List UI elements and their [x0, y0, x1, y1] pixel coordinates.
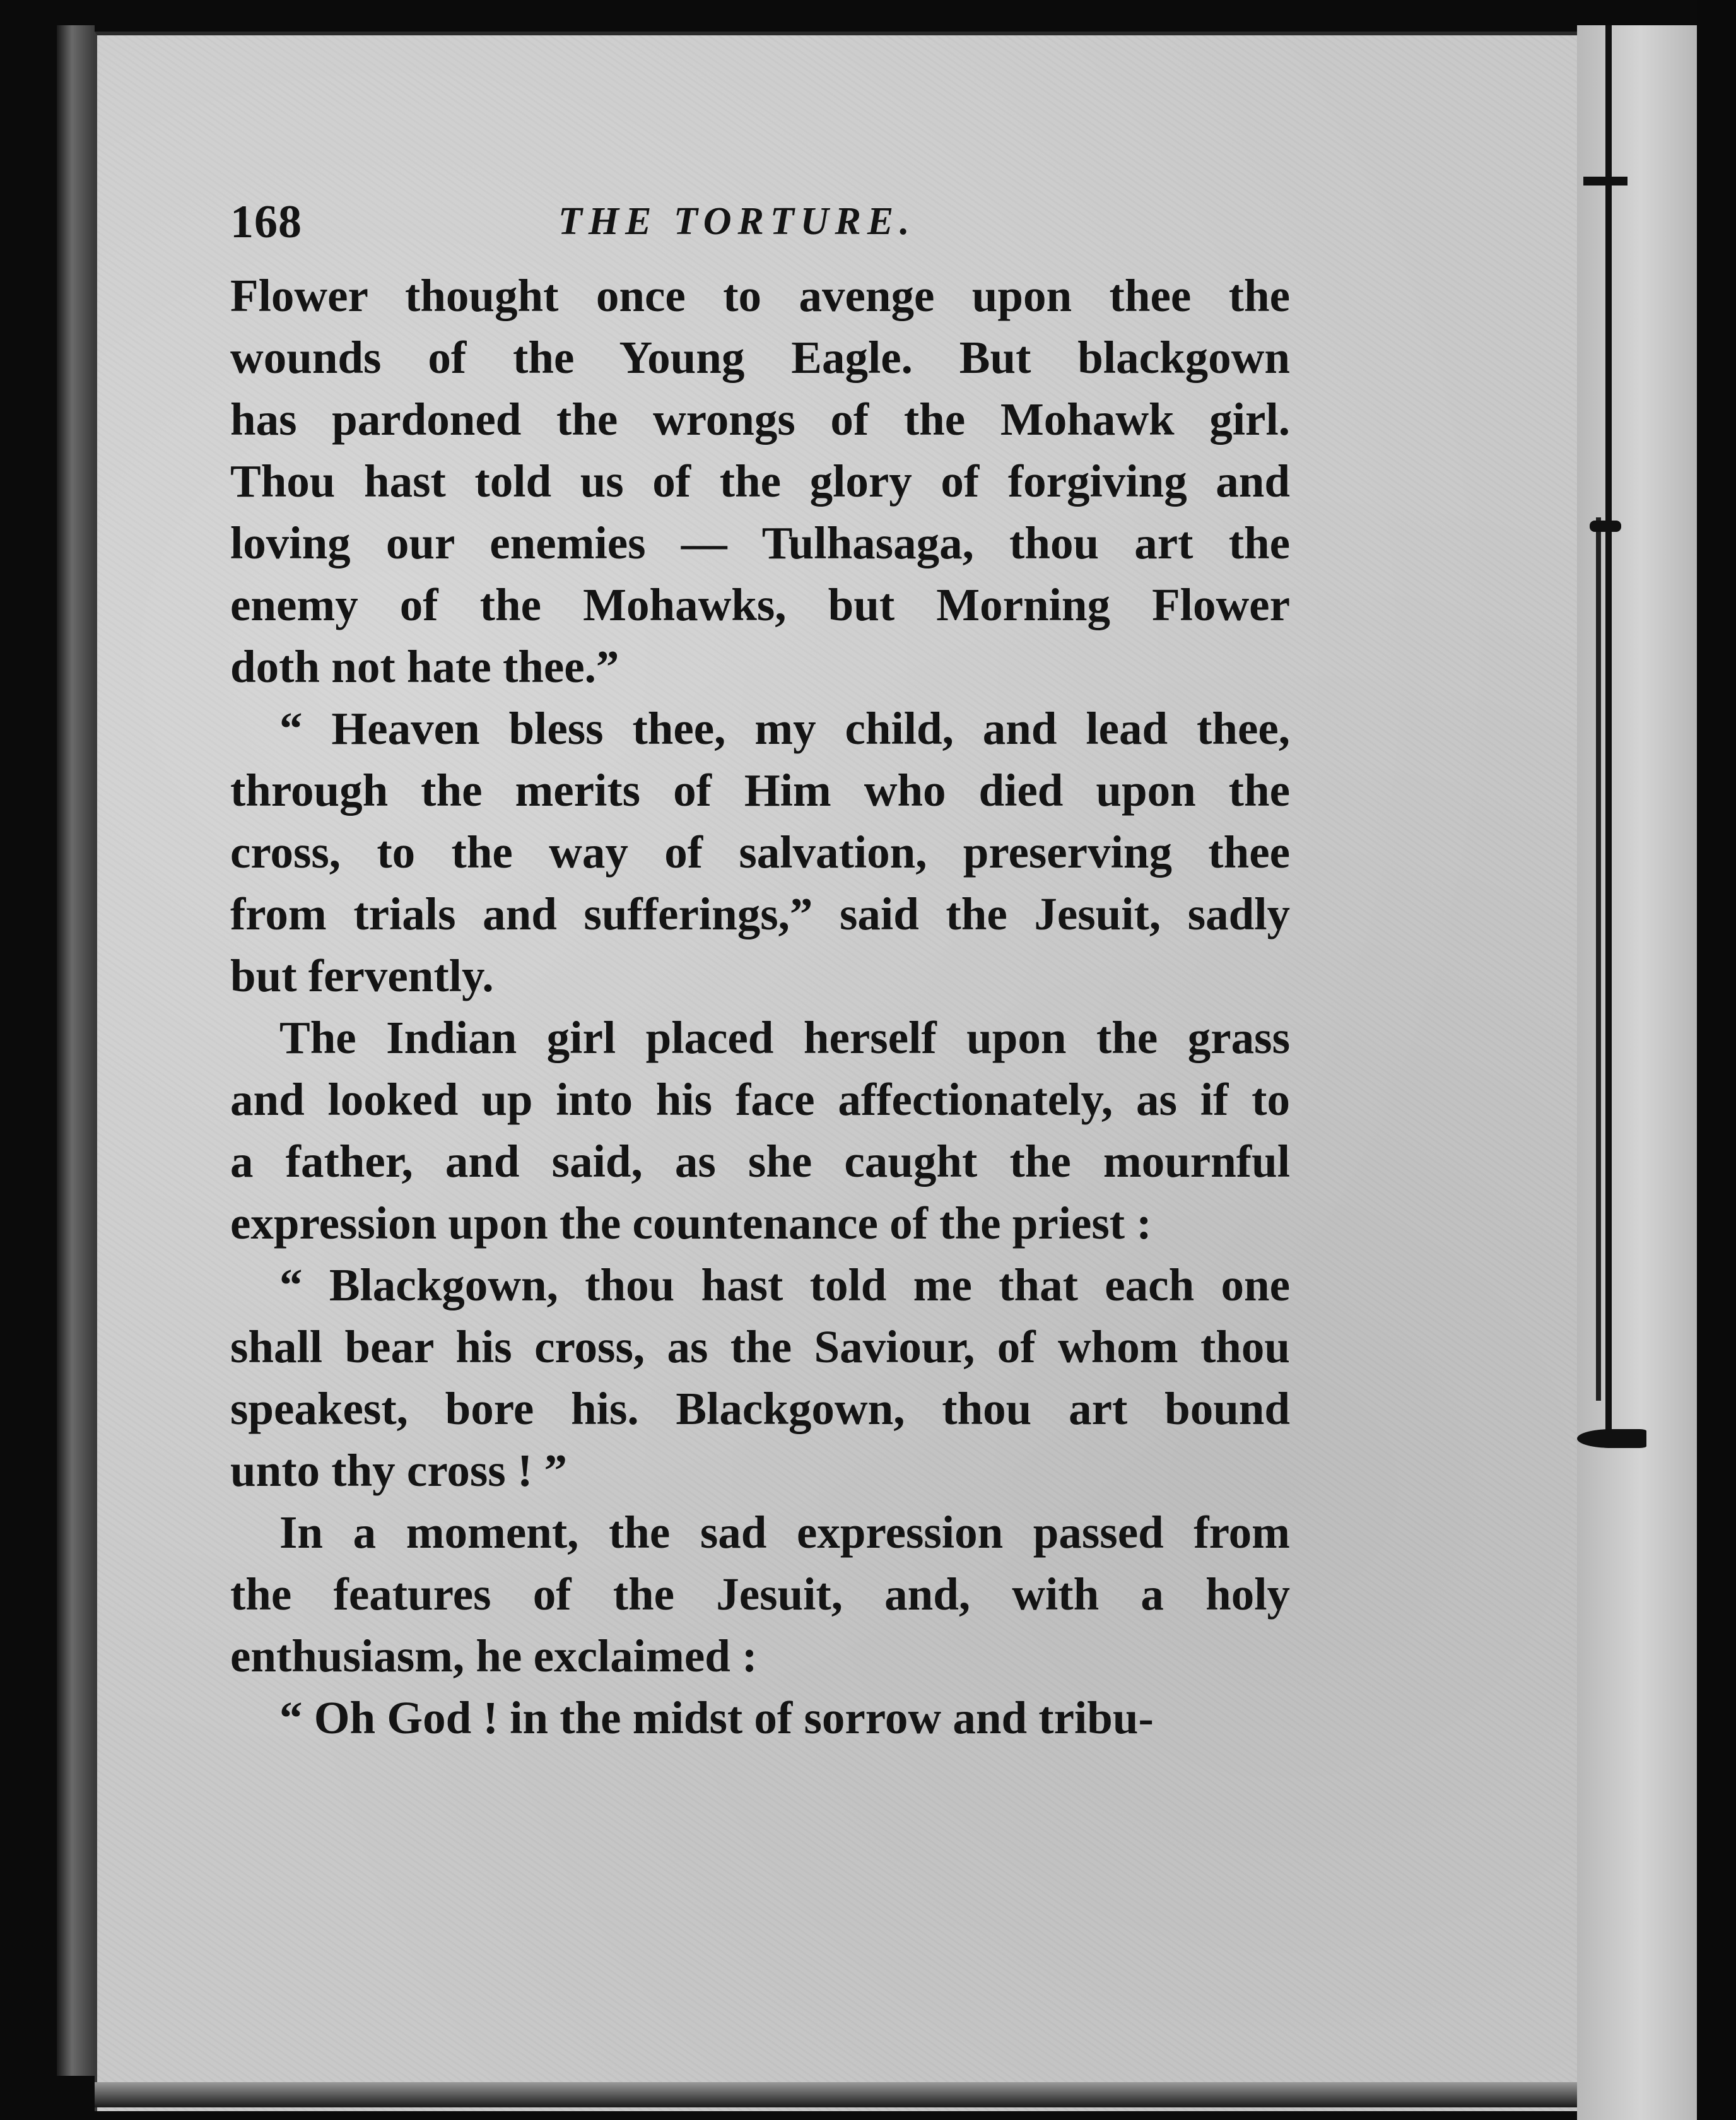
scan-right-border	[1697, 0, 1736, 2120]
text-line: the features of the Jesuit, and, with a holy	[230, 1569, 1290, 1620]
text-line: and looked up into his face affectionately, as if to	[230, 1074, 1290, 1125]
running-head	[230, 196, 1290, 265]
text-line: enemy of the Mohawks, but Morning Flower	[230, 579, 1290, 630]
text-line: speakest, bore his. Blackgown, thou art bound	[230, 1383, 1290, 1434]
page-content	[230, 196, 1290, 1749]
text-line: from trials and sufferings,” said the Jesuit, sadly	[230, 888, 1290, 939]
paragraph	[230, 265, 1290, 698]
page-number: 168	[230, 196, 302, 248]
paragraph	[230, 698, 1290, 1007]
book-left-edge	[57, 25, 95, 2076]
binding-thread-line-inner	[1596, 517, 1601, 1401]
text-line: expression upon the countenance of the priest :	[230, 1198, 1152, 1249]
text-line: In a moment, the sad expression passed from	[279, 1507, 1290, 1558]
text-line: “ Heaven bless thee, my child, and lead thee,	[279, 703, 1290, 754]
paragraph	[230, 1007, 1290, 1254]
paragraph	[230, 1254, 1290, 1502]
page-bottom-shadow	[95, 2082, 1577, 2107]
binding-stitch-mark	[1590, 521, 1621, 532]
text-line: enthusiasm, he exclaimed :	[230, 1630, 758, 1681]
text-line: The Indian girl placed herself upon the grass	[279, 1012, 1290, 1063]
text-line: wounds of the Young Eagle. But blackgown	[230, 332, 1290, 383]
text-line: cross, to the way of salvation, preserving thee	[230, 827, 1290, 878]
text-line: a father, and said, as she caught the mournful	[230, 1136, 1290, 1187]
paragraph	[230, 1502, 1290, 1687]
paragraph	[230, 1687, 1290, 1749]
binding-stitch-mark	[1577, 1429, 1646, 1448]
text-line: Flower thought once to avenge upon thee the	[230, 270, 1290, 321]
text-line: “ Blackgown, thou hast told me that each one	[279, 1259, 1290, 1310]
running-title: THE TORTURE.	[558, 200, 916, 243]
text-line: loving our enemies — Tulhasaga, thou art the	[230, 517, 1290, 568]
body-text	[230, 265, 1290, 1749]
binding-stitch-mark	[1583, 177, 1628, 186]
binding-thread-line	[1605, 25, 1612, 1439]
text-line: has pardoned the wrongs of the Mohawk girl.	[230, 394, 1290, 445]
text-line: but fervently.	[230, 950, 494, 1001]
text-line: doth not hate thee.”	[230, 641, 619, 692]
text-line: unto thy cross ! ”	[230, 1445, 568, 1496]
text-line: “ Oh God ! in the midst of sorrow and tribu-	[279, 1692, 1154, 1743]
text-line: through the merits of Him who died upon the	[230, 765, 1290, 816]
text-line: shall bear his cross, as the Saviour, of whom thou	[230, 1321, 1290, 1372]
text-line: Thou hast told us of the glory of forgiving and	[230, 456, 1290, 507]
